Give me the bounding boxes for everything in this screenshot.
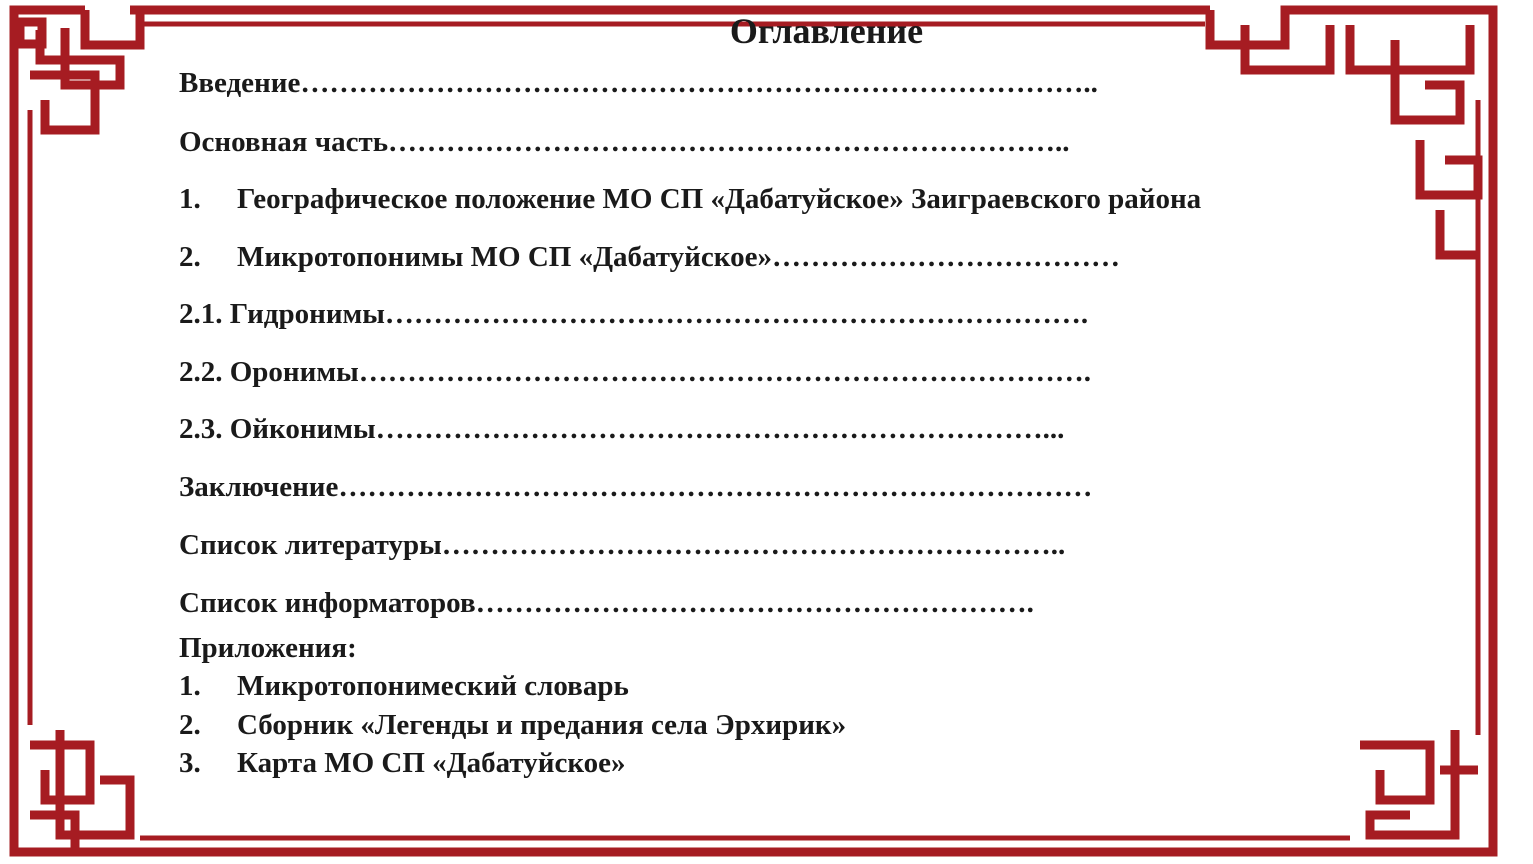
toc-item-number: 2.	[179, 241, 201, 273]
toc-item-text: Введение………………………………………………………………………..	[179, 67, 1098, 99]
appendix-item-text: Сборник «Легенды и предания села Эрхирик»	[237, 709, 847, 741]
appendix-heading: Приложения:	[179, 632, 357, 664]
toc-item	[179, 528, 1065, 562]
toc-item-text: 2.3. Ойконимы……………………………………………………………...	[179, 413, 1065, 445]
toc-item	[179, 240, 1120, 274]
toc-item	[179, 586, 1034, 620]
toc-item	[179, 355, 1091, 389]
appendix-item-number: 2.	[179, 709, 201, 741]
appendix-item	[179, 708, 846, 742]
toc-item	[179, 412, 1064, 446]
toc-item-text: Заключение……………………………………………………………………	[179, 471, 1093, 503]
appendix-item-number: 3.	[179, 747, 201, 779]
appendix-item-text: Микротопонимеский словарь	[237, 670, 629, 702]
toc-item	[179, 297, 1088, 331]
toc-item-text: 2.1. Гидронимы……………………………………………………………….	[179, 298, 1089, 330]
toc-item	[179, 66, 1098, 100]
toc-item-text: Список информаторов………………………………………………….	[179, 587, 1034, 619]
page-title: Оглавление	[729, 11, 924, 51]
toc-item-text: 2.2. Оронимы………………………………………………………………….	[179, 356, 1091, 388]
toc-item-text: Микротопонимы МО СП «Дабатуйское»………………………………	[237, 241, 1120, 273]
toc-item	[179, 125, 1070, 159]
toc-item-text: Основная часть……………………………………………………………..	[179, 126, 1070, 158]
toc-item	[179, 182, 1201, 216]
appendix-item-number: 1.	[179, 670, 201, 702]
toc-item-number: 1.	[179, 183, 201, 215]
toc-item	[179, 470, 1092, 504]
toc-item-text: Список литературы………………………………………………………..	[179, 529, 1066, 561]
toc-item-text: Географическое положение МО СП «Дабатуйское» Заиграевского района	[237, 183, 1202, 215]
appendix-item	[179, 746, 626, 780]
appendix-item-text: Карта МО СП «Дабатуйское»	[237, 747, 626, 779]
appendix-item	[179, 669, 629, 703]
